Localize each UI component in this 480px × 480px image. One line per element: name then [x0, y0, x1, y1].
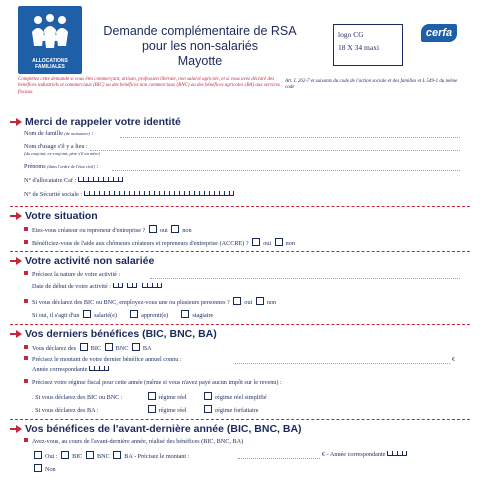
accre-non-label: non — [285, 240, 295, 247]
previous-bic-checkbox[interactable] — [61, 451, 69, 459]
ba-checkbox[interactable] — [132, 343, 140, 351]
bullet-icon — [24, 240, 28, 244]
previous-question: Avez-vous, au cours de l'avant-dernière année, réalisé des bénéfices (BIC, BNC, BA) — [32, 438, 244, 445]
section-previous-header — [10, 423, 302, 435]
employees-oui-label: oui — [244, 299, 253, 306]
bullet-icon — [24, 379, 28, 383]
accre-non-checkbox[interactable] — [275, 238, 283, 246]
section-benefits-header — [10, 328, 217, 340]
regime-ba-row — [32, 405, 259, 415]
apprenti-label: apprenti(e) — [141, 312, 169, 319]
previous-non-label: Non — [45, 466, 56, 473]
section-previous-title: Vos bénéfices de l'avant-dernière année (BIC, BNC, BA) — [25, 423, 302, 435]
ba-reel-label: régime réel — [158, 407, 187, 414]
employee-type-label: Si oui, il s'agit d'un — [32, 312, 80, 319]
title-line-3: Mayotte — [177, 54, 223, 68]
year-label: Année correspondante — [32, 366, 88, 373]
previous-ba-label: BA - Précisez le montant : — [124, 453, 190, 460]
section-situation-header — [10, 210, 98, 222]
year-input[interactable] — [89, 366, 109, 371]
salarie-label: salarié(e) — [93, 312, 117, 319]
section-identity-header — [10, 116, 181, 128]
previous-amount-field[interactable] — [238, 458, 320, 459]
allocataire-input[interactable] — [78, 177, 123, 182]
nom-famille-note: (de naissance) — [64, 131, 90, 136]
bic-bnc-simplifie-label: régime réel simplifié — [215, 394, 267, 401]
nature-field[interactable] — [150, 278, 460, 279]
previous-bic-label: BIC — [72, 453, 83, 460]
section-divider — [10, 251, 470, 252]
bullet-icon — [24, 356, 28, 360]
form-title — [100, 24, 300, 69]
regime-bic-bnc-label: . Si vous déclarez des BIC ou BNC : — [32, 394, 123, 401]
previous-year-row — [322, 451, 407, 459]
amount-label: Précisez le montant de votre dernier bénéfice annuel connu : — [32, 356, 182, 363]
prenoms-text: Prénoms — [24, 163, 46, 170]
section-divider — [10, 206, 470, 207]
family-figures-icon — [28, 12, 72, 52]
employees-non-label: non — [266, 299, 277, 306]
section-divider — [10, 324, 470, 325]
arrow-icon — [10, 330, 22, 338]
section-activity-title: Votre activité non salariée — [25, 255, 155, 267]
bullet-icon — [24, 227, 28, 231]
accre-oui-label: oui — [263, 240, 272, 247]
previous-year-input[interactable] — [387, 451, 407, 456]
allocataire-row — [24, 177, 123, 185]
section-benefits-title: Vos derniers bénéfices (BIC, BNC, BA) — [25, 328, 217, 340]
previous-bnc-checkbox[interactable] — [86, 451, 94, 459]
arrow-icon — [10, 257, 22, 265]
date-label: Date de début de votre activité : — [32, 283, 112, 290]
year-row — [32, 366, 109, 374]
createur-non-checkbox[interactable] — [171, 225, 179, 233]
allocataire-label: N° d'allocataire Caf : — [24, 177, 77, 184]
createur-oui-checkbox[interactable] — [149, 225, 157, 233]
nom-usage-note: (du conjoint, ex-conjoint, père s'il un mère) — [24, 151, 100, 156]
employee-type-row — [32, 310, 213, 320]
createur-row — [24, 225, 192, 235]
intro-text: Complétez cette demande si vous êtes commerçant, artisan, profession libérale, non salarié agricole, et si vous avez déclaré des bénéfices industriels et commerciaux (BIC) ou des bénéfices non commerciaux (BNC) ou des bénéfices agricoles (BA) aux services fiscaux. — [18, 77, 280, 95]
prenoms-label: Prénoms (dans l'ordre de l'état civil) : — [24, 163, 99, 170]
employees-question: Si vous déclarez des BIC ou BNC, employez-vous une ou plusieurs personnes ? — [32, 299, 230, 306]
nom-usage-field[interactable] — [90, 150, 460, 151]
arrow-icon — [10, 212, 22, 220]
regime-row — [24, 379, 282, 387]
ba-forfaitaire-checkbox[interactable] — [204, 405, 212, 413]
date-month-input[interactable] — [127, 283, 137, 288]
previous-oui-label: Oui : — [45, 453, 58, 460]
prenoms-field[interactable] — [112, 170, 460, 171]
ba-reel-checkbox[interactable] — [148, 405, 156, 413]
ba-forfaitaire-label: régime forfaitaire — [215, 407, 259, 414]
section-activity-header — [10, 255, 154, 267]
section-divider — [10, 419, 470, 420]
amount-field[interactable] — [235, 363, 450, 364]
cerfa-logo: cerfa — [421, 24, 457, 42]
previous-oui-checkbox[interactable] — [34, 451, 42, 459]
createur-oui-label: oui — [159, 227, 168, 234]
bnc-label: BNC — [115, 345, 129, 352]
caf-logo — [18, 6, 82, 74]
nom-famille-label: Nom de famille (de naissance) : — [24, 130, 94, 137]
date-day-input[interactable] — [113, 283, 123, 288]
employees-oui-checkbox[interactable] — [233, 297, 241, 305]
employees-non-checkbox[interactable] — [256, 297, 264, 305]
logo-cg-line-1: logo CG — [338, 30, 364, 39]
nature-label: Précisez la nature de votre activité : — [32, 271, 121, 278]
createur-question: Etes-vous créateur ou repreneur d'entreprise ? — [32, 227, 146, 234]
section-identity-title: Merci de rappeler votre identité — [25, 116, 181, 128]
bic-bnc-reel-label: régime réel — [158, 394, 187, 401]
title-line-2: pour les non-salariés — [141, 39, 259, 53]
logo-cg-box — [333, 24, 403, 66]
securite-row — [24, 191, 234, 199]
date-row — [32, 283, 162, 291]
bullet-icon — [24, 438, 28, 442]
previous-year-label: € - Année correspondante — [322, 451, 386, 458]
bic-bnc-reel-checkbox[interactable] — [148, 392, 156, 400]
stagiaire-label: stagiaire — [192, 312, 214, 319]
legal-reference: Art. L 262-7 et suivants du code de l'action sociale et des familles et L 549-1 du même code — [285, 79, 458, 91]
declare-row — [24, 343, 152, 353]
bullet-icon — [24, 271, 28, 275]
bic-bnc-simplifie-checkbox[interactable] — [204, 392, 212, 400]
nom-usage-label: Nom d'usage s'il y a lieu : — [24, 143, 88, 150]
accre-oui-checkbox[interactable] — [252, 238, 260, 246]
securite-label: N° de Sécurité sociale : — [24, 191, 83, 198]
nom-famille-text: Nom de famille — [24, 130, 63, 137]
accre-row — [24, 238, 295, 248]
prenoms-note: (dans l'ordre de l'état civil) — [47, 164, 95, 169]
regime-ba-label: . Si vous déclarez des BA : — [32, 407, 99, 414]
accre-question: Bénéficiez-vous de l'aide aux chômeurs créateurs et repreneurs d'entreprise (ACCRE) ? — [32, 240, 249, 247]
bic-label: BIC — [90, 345, 102, 352]
nom-famille-field[interactable] — [120, 137, 460, 138]
nature-row — [24, 271, 120, 279]
regime-label: Précisez votre régime fiscal pour cette année (même si vous n'avez payé aucun impôt sur le revenu) : — [32, 379, 282, 386]
securite-input[interactable] — [84, 191, 234, 196]
caf-logo-text: ALLOCATIONS FAMILIALES — [32, 58, 68, 70]
arrow-icon — [10, 425, 22, 433]
apprenti-checkbox[interactable] — [130, 310, 138, 318]
bic-checkbox[interactable] — [80, 343, 88, 351]
regime-bic-bnc-row — [32, 392, 267, 402]
date-year-input[interactable] — [142, 283, 162, 288]
arrow-icon — [10, 118, 22, 126]
previous-non-row — [32, 464, 56, 474]
bnc-checkbox[interactable] — [105, 343, 113, 351]
previous-ba-checkbox[interactable] — [113, 451, 121, 459]
section-situation-title: Votre situation — [25, 210, 98, 222]
stagiaire-checkbox[interactable] — [181, 310, 189, 318]
amount-euro: € — [452, 356, 456, 363]
title-line-1: Demande complémentaire de RSA — [103, 24, 297, 38]
bullet-icon — [24, 345, 28, 349]
amount-row — [24, 356, 182, 364]
previous-non-checkbox[interactable] — [34, 464, 42, 472]
salarie-checkbox[interactable] — [83, 310, 91, 318]
previous-question-row — [24, 438, 243, 446]
logo-cg-line-2: 18 X 34 maxi — [338, 43, 380, 52]
bullet-icon — [24, 299, 28, 303]
ba-label: BA — [142, 345, 152, 352]
createur-non-label: non — [182, 227, 192, 234]
previous-bnc-label: BNC — [96, 453, 110, 460]
employees-row — [24, 297, 276, 307]
declare-label: Vous déclarez des — [32, 345, 77, 352]
previous-oui-row — [32, 451, 189, 461]
